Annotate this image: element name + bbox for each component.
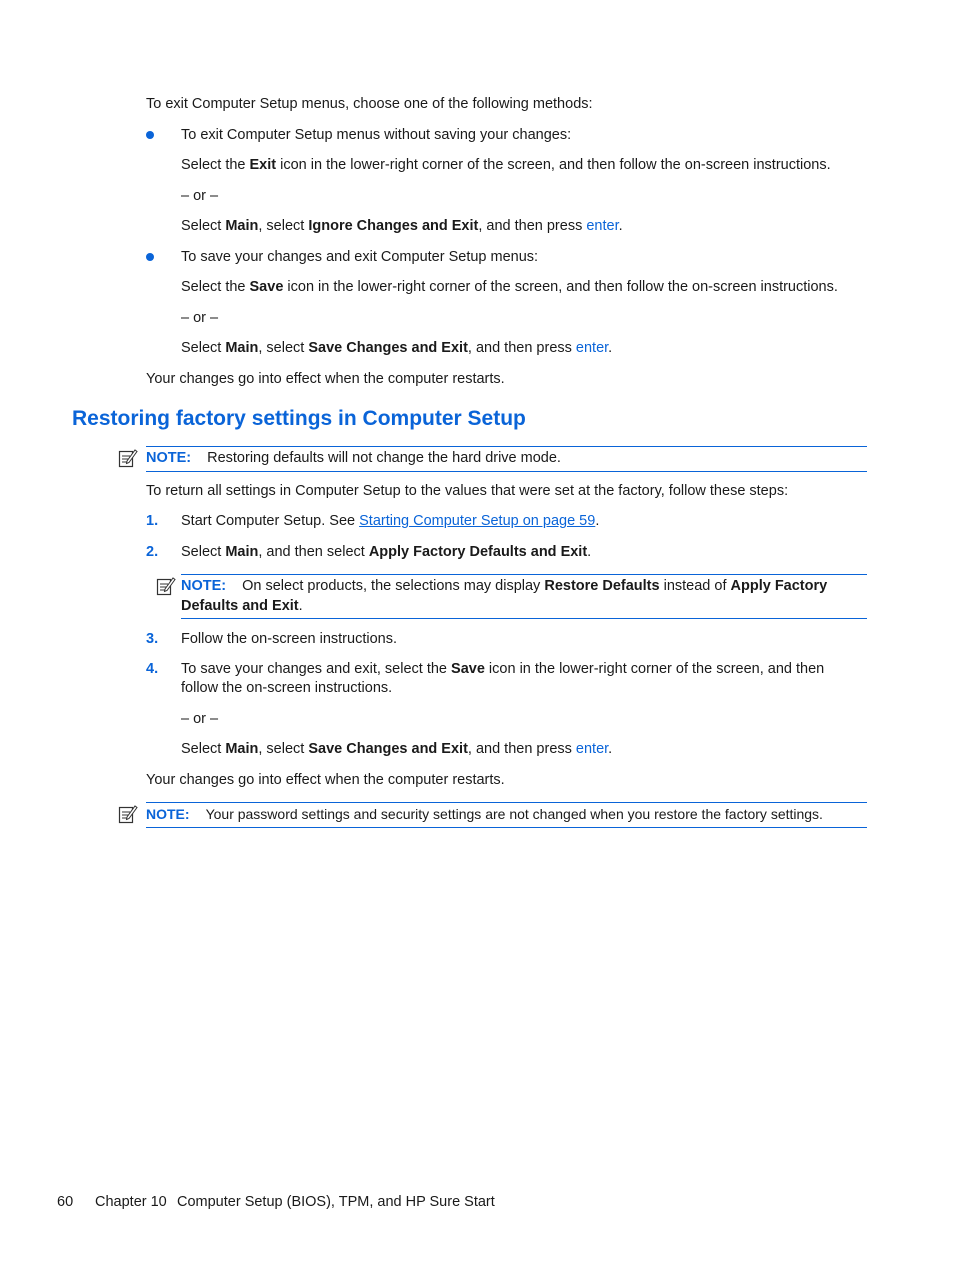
page-number: 60 [57, 1194, 74, 1210]
note-1: NOTE: Restoring defaults will not change the hard drive mode. [146, 450, 561, 466]
step-4-line-1: To save your changes and exit, select the Save icon in the lower-right corner of the screen, and then [181, 661, 825, 677]
section-title: Restoring factory settings in Computer Setup [72, 407, 526, 430]
step-number: 1. [146, 513, 159, 529]
effect-note-1: Your changes go into effect when the computer restarts. [146, 371, 505, 387]
note-rule [146, 446, 867, 447]
note-icon [118, 448, 138, 468]
enter-key: enter [575, 340, 609, 356]
step-1: Start Computer Setup. See Starting Computer Setup on page 59. [181, 513, 600, 529]
enter-key: enter [575, 741, 609, 757]
exit-intro: To exit Computer Setup menus, choose one of the following methods: [146, 96, 593, 112]
footer-title: Computer Setup (BIOS), TPM, and HP Sure Start [177, 1194, 495, 1210]
method-2-or: – or – [181, 310, 219, 326]
method-2-line-2: Select Main, select Save Changes and Exit, and then press enter. [181, 340, 613, 356]
bullet-icon [146, 253, 154, 261]
method-2-title: To save your changes and exit Computer Setup menus: [181, 249, 539, 265]
restore-intro: To return all settings in Computer Setup to the values that were set at the factory, follow these steps: [146, 483, 789, 499]
step-number: 2. [146, 544, 159, 560]
effect-note-2: Your changes go into effect when the computer restarts. [146, 772, 505, 788]
note-2-line-2: Defaults and Exit. [181, 598, 303, 614]
note-2-line-1: NOTE: On select products, the selections may display Restore Defaults instead of Apply Factory [181, 578, 828, 594]
note-rule [146, 802, 867, 803]
step-2: Select Main, and then select Apply Factory Defaults and Exit. [181, 544, 592, 560]
step-4-or: – or – [181, 711, 219, 727]
step-number: 4. [146, 661, 159, 677]
starting-computer-setup-link[interactable]: Starting Computer Setup on page 59 [359, 513, 596, 529]
note-3: NOTE: Your password settings and security settings are not changed when you restore the factory settings. [146, 806, 823, 822]
step-3: Follow the on-screen instructions. [181, 631, 397, 647]
footer-chapter: Chapter 10 [95, 1194, 167, 1210]
note-rule [181, 574, 867, 575]
note-rule [181, 618, 867, 619]
method-1-or: – or – [181, 188, 219, 204]
step-4-line-2: follow the on-screen instructions. [181, 680, 393, 696]
note-icon [118, 804, 138, 824]
bullet-icon [146, 131, 154, 139]
note-icon [156, 576, 176, 596]
method-2-line-1: Select the Save icon in the lower-right corner of the screen, and then follow the on-screen instructions. [181, 279, 838, 295]
method-1-title: To exit Computer Setup menus without saving your changes: [181, 127, 572, 143]
note-rule [146, 827, 867, 828]
method-1-line-2: Select Main, select Ignore Changes and Exit, and then press enter. [181, 218, 623, 234]
step-number: 3. [146, 631, 159, 647]
note-rule [146, 471, 867, 472]
method-1-line-1: Select the Exit icon in the lower-right corner of the screen, and then follow the on-screen instructions. [181, 157, 831, 173]
enter-key: enter [586, 218, 619, 234]
step-4-alt: Select Main, select Save Changes and Exit, and then press enter. [181, 741, 613, 757]
